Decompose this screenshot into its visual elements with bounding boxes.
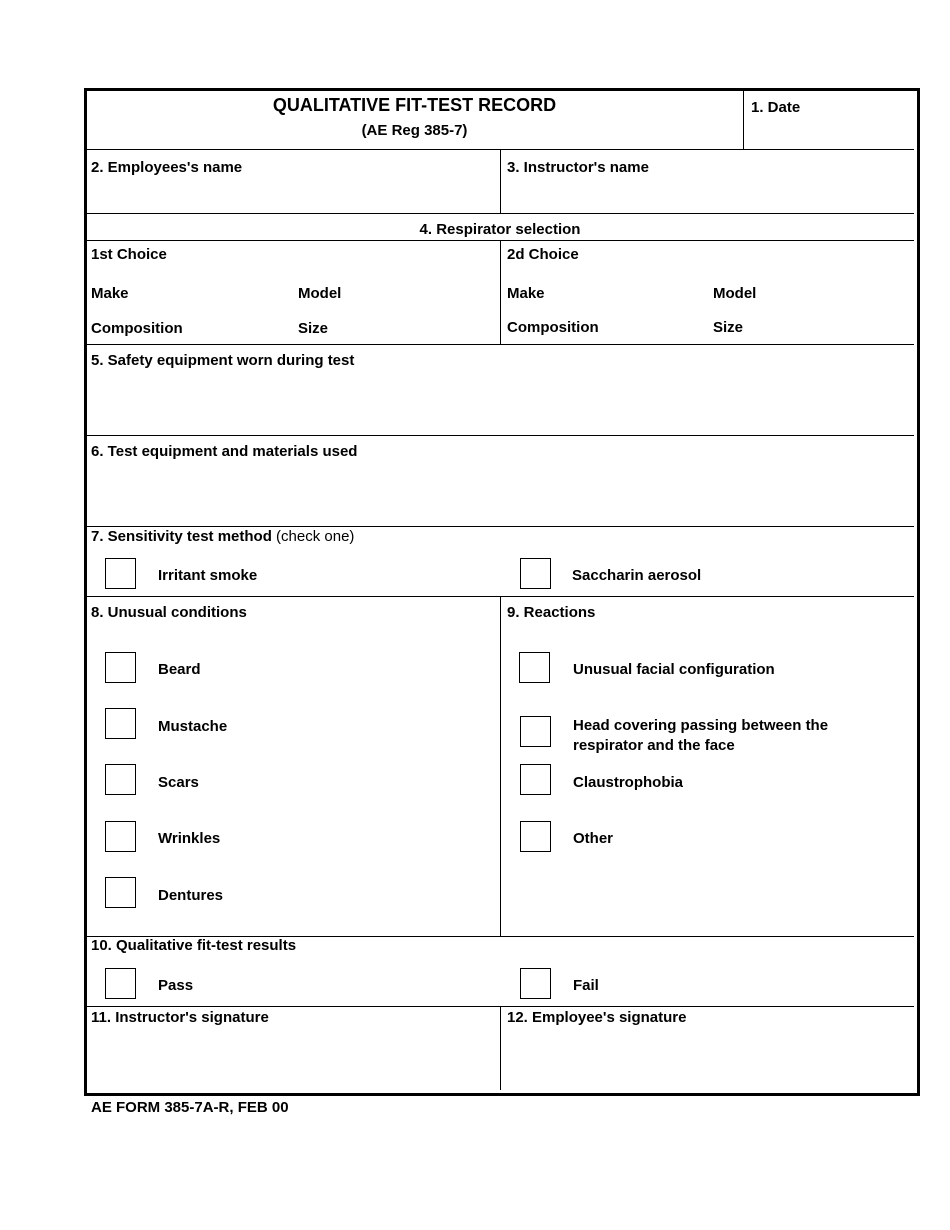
rule-test-equipment	[86, 526, 914, 527]
rule-safety	[86, 435, 914, 436]
rule-names-divider	[500, 149, 501, 213]
first-model-field[interactable]: Model	[298, 285, 342, 302]
sensitivity-title-text: 7. Sensitivity test method	[91, 528, 272, 545]
second-composition-field[interactable]: Composition	[507, 319, 599, 336]
scars-label: Scars	[158, 774, 199, 791]
rule-date-divider	[743, 91, 744, 149]
first-make-field[interactable]: Make	[91, 285, 129, 302]
rule-respirator	[86, 344, 914, 345]
form-subtitle: (AE Reg 385-7)	[361, 122, 468, 139]
head-covering-label-line1: Head covering passing between the	[573, 717, 829, 734]
pass-checkbox[interactable]	[105, 968, 136, 999]
employee-name-field[interactable]: 2. Employees's name	[91, 159, 243, 176]
head-covering-checkbox[interactable]	[520, 716, 551, 747]
safety-equipment-field[interactable]: 5. Safety equipment worn during test	[91, 352, 355, 369]
beard-label: Beard	[158, 661, 201, 678]
sensitivity-note: (check one)	[271, 528, 355, 545]
wrinkles-label: Wrinkles	[158, 830, 221, 847]
second-choice-heading: 2d Choice	[507, 246, 579, 263]
form-title: QUALITATIVE FIT-TEST RECORD	[272, 95, 557, 115]
saccharin-aerosol-checkbox[interactable]	[520, 558, 551, 589]
rule-conditions-divider	[500, 596, 501, 936]
second-size-field[interactable]: Size	[713, 319, 744, 336]
claustrophobia-checkbox[interactable]	[520, 764, 551, 795]
instructor-signature-field[interactable]: 11. Instructor's signature	[91, 1009, 269, 1026]
dentures-label: Dentures	[158, 887, 224, 904]
other-reaction-label: Other	[573, 830, 614, 847]
claustrophobia-label: Claustrophobia	[573, 774, 684, 791]
beard-checkbox[interactable]	[105, 652, 136, 683]
first-composition-field[interactable]: Composition	[91, 320, 183, 337]
mustache-checkbox[interactable]	[105, 708, 136, 739]
second-model-field[interactable]: Model	[713, 285, 757, 302]
dentures-checkbox[interactable]	[105, 877, 136, 908]
reactions-title: 9. Reactions	[507, 604, 596, 621]
wrinkles-checkbox[interactable]	[105, 821, 136, 852]
respirator-selection-title: 4. Respirator selection	[419, 221, 581, 238]
test-equipment-field[interactable]: 6. Test equipment and materials used	[91, 443, 358, 460]
irritant-smoke-checkbox[interactable]	[105, 558, 136, 589]
first-choice-heading: 1st Choice	[91, 246, 167, 263]
head-covering-label-line2: respirator and the face	[573, 737, 735, 754]
results-title: 10. Qualitative fit-test results	[91, 937, 297, 954]
facial-configuration-label: Unusual facial configuration	[573, 661, 775, 678]
rule-respirator-divider	[500, 240, 501, 344]
fail-label: Fail	[573, 977, 599, 994]
sensitivity-title	[91, 528, 354, 545]
instructor-name-field[interactable]: 3. Instructor's name	[507, 159, 649, 176]
scars-checkbox[interactable]	[105, 764, 136, 795]
first-size-field[interactable]: Size	[298, 320, 329, 337]
second-make-field[interactable]: Make	[507, 285, 545, 302]
fail-checkbox[interactable]	[520, 968, 551, 999]
form-footer: AE FORM 385-7A-R, FEB 00	[91, 1099, 289, 1116]
saccharin-aerosol-label: Saccharin aerosol	[572, 567, 702, 584]
irritant-smoke-label: Irritant smoke	[158, 567, 258, 584]
rule-names	[86, 213, 914, 214]
unusual-conditions-title: 8. Unusual conditions	[91, 604, 247, 621]
mustache-label: Mustache	[158, 718, 228, 735]
pass-label: Pass	[158, 977, 194, 994]
date-field-label[interactable]: 1. Date	[751, 99, 801, 116]
employee-signature-field[interactable]: 12. Employee's signature	[507, 1009, 687, 1026]
facial-configuration-checkbox[interactable]	[519, 652, 550, 683]
other-reaction-checkbox[interactable]	[520, 821, 551, 852]
rule-signatures-divider	[500, 1006, 501, 1090]
